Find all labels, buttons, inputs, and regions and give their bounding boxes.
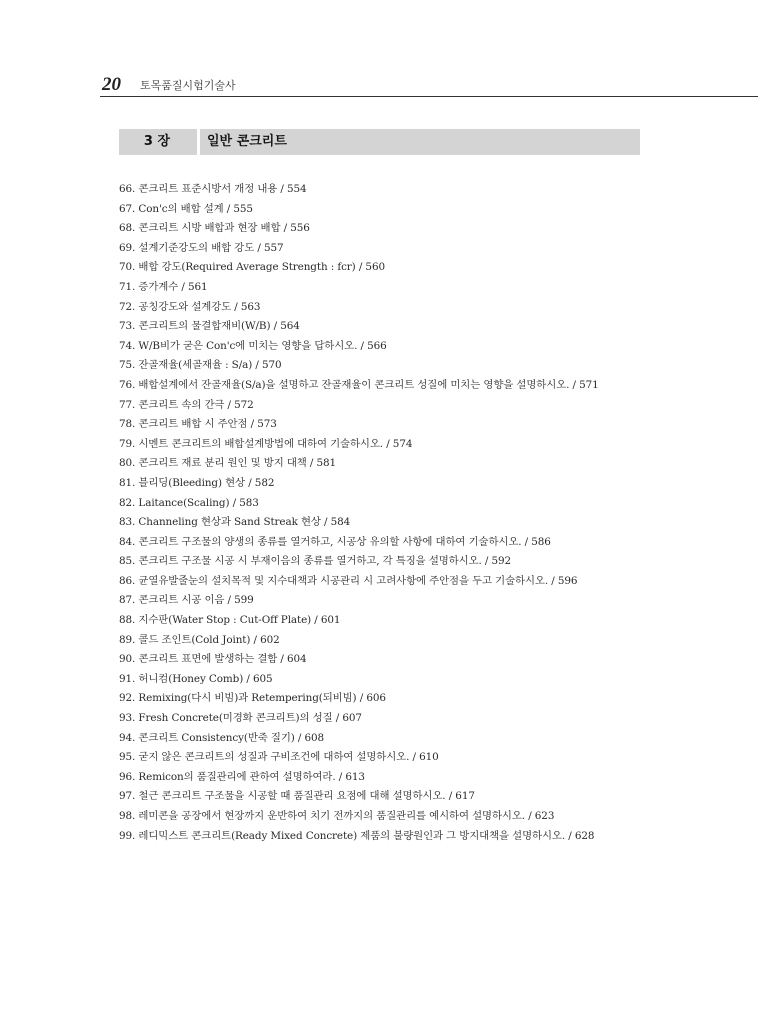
toc-item: 71. 증가계수 / 561 (119, 280, 208, 293)
toc-item: 74. W/B비가 굳은 Con'c에 미치는 영향을 답하시오. / 566 (119, 339, 387, 352)
toc-item: 99. 레디믹스트 콘크리트(Ready Mixed Concrete) 제품의 불량원인과 그 방지대책을 설명하시오. / 628 (119, 829, 595, 842)
toc-item: 77. 콘크리트 속의 간극 / 572 (119, 398, 254, 411)
toc-item: 89. 콜드 조인트(Cold Joint) / 602 (119, 633, 280, 646)
toc-item: 86. 균열유발줄눈의 설치목적 및 지수대책과 시공관리 시 고려사항에 주안점을 두고 기술하시오. / 596 (119, 574, 578, 587)
toc-item: 97. 철근 콘크리트 구조물을 시공할 때 품질관리 요점에 대해 설명하시오. / 617 (119, 790, 475, 803)
toc-item: 66. 콘크리트 표준시방서 개정 내용 / 554 (119, 183, 307, 195)
toc-item: 67. Con'c의 배합 설계 / 555 (119, 202, 253, 215)
chapter-divider (197, 129, 200, 155)
toc-item: 76. 배합설계에서 잔골재율(S/a)을 설명하고 잔골재율이 콘크리트 성질에 미치는 영향을 설명하시오. / 571 (119, 378, 599, 391)
book-title: 토목품질시험기술사 (140, 79, 236, 92)
toc-item: 87. 콘크리트 시공 이음 / 599 (119, 594, 254, 607)
toc-item: 81. 블리딩(Bleeding) 현상 / 582 (119, 476, 275, 489)
toc-item: 88. 지수판(Water Stop : Cut-Off Plate) / 601 (119, 614, 341, 627)
toc-item: 84. 콘크리트 구조물의 양생의 종류를 열거하고, 시공상 유의할 사항에 대하여 기술하시오. / 586 (119, 535, 551, 548)
toc-item: 68. 콘크리트 시방 배합과 현장 배합 / 556 (119, 222, 310, 235)
page-header (100, 74, 758, 97)
toc-item: 73. 콘크리트의 물결합재비(W/B) / 564 (119, 320, 300, 333)
toc-item: 96. Remicon의 품질관리에 관하여 설명하여라. / 613 (119, 770, 365, 783)
toc-item: 75. 잔골재율(세골재율 : S/a) / 570 (119, 359, 282, 372)
toc-item: 92. Remixing(다시 비빔)과 Retempering(되비빔) / 606 (119, 692, 386, 705)
toc-item: 94. 콘크리트 Consistency(반죽 질기) / 608 (119, 731, 325, 744)
toc-item: 72. 공칭강도와 설계강도 / 563 (119, 300, 261, 313)
toc-item: 95. 굳지 않은 콘크리트의 성질과 구비조건에 대하여 설명하시오. / 610 (119, 751, 439, 764)
toc-item: 90. 콘크리트 표면에 발생하는 결함 / 604 (119, 653, 307, 666)
toc-item: 85. 콘크리트 구조물 시공 시 부재이음의 종류를 열거하고, 각 특징을 설명하시오. / 592 (119, 555, 512, 568)
table-of-contents (119, 180, 749, 846)
toc-item: 98. 레미콘을 공장에서 현장까지 운반하여 치기 전까지의 품질관리를 예시하여 설명하시오. / 623 (119, 810, 555, 822)
toc-item: 70. 배합 강도(Required Average Strength : fcr) / 560 (119, 261, 385, 274)
toc-item: 80. 콘크리트 재료 분리 원인 및 방지 대책 / 581 (119, 457, 337, 470)
chapter-number: 3 장 (143, 134, 171, 149)
page-number: 20 (102, 74, 121, 95)
toc-item: 82. Laitance(Scaling) / 583 (119, 496, 259, 509)
toc-item: 79. 시멘트 콘크리트의 배합설계방법에 대하여 기술하시오. / 574 (119, 437, 413, 450)
toc-item: 78. 콘크리트 배합 시 주안점 / 573 (119, 418, 277, 431)
toc-item: 93. Fresh Concrete(미경화 콘크리트)의 성질 / 607 (119, 712, 362, 725)
toc-item: 83. Channeling 현상과 Sand Streak 현상 / 584 (119, 516, 351, 529)
toc-item: 91. 허니컴(Honey Comb) / 605 (119, 672, 273, 685)
chapter-heading (119, 129, 640, 155)
toc-item: 69. 설계기준강도의 배합 강도 / 557 (119, 241, 284, 254)
chapter-title: 일반 콘크리트 (207, 134, 287, 149)
